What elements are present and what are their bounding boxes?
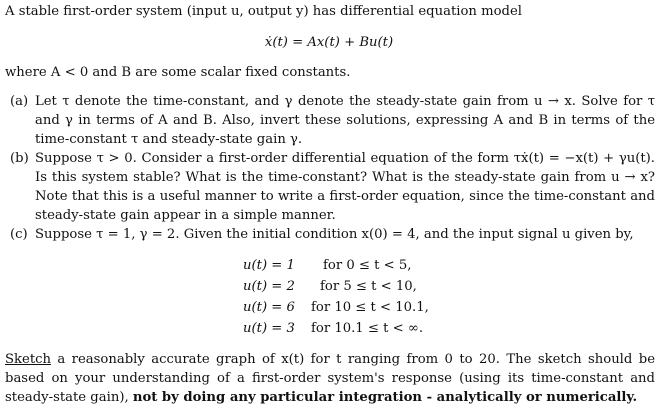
closing-bold-text: not by doing any particular integration - analytically or numerically. — [132, 390, 638, 405]
piecewise-expr: u(t) = 3 — [243, 321, 295, 336]
part-c-label: (c) — [10, 227, 28, 242]
part-a-label: (a) — [10, 94, 29, 109]
model-equation: ẋ(t) = Ax(t) + Bu(t) — [264, 35, 394, 50]
part-a-text: Let τ denote the time-constant, and γ denote the steady-state gain from u → x. Solve for τ and γ in terms of A and B. Also, invert these solutions, expressing A and B in terms of the time-constant τ and steady-state gain γ. — [35, 94, 655, 147]
part-b-label: (b) — [10, 151, 29, 166]
part-b-text: Suppose τ > 0. Consider a first-order differential equation of the form τẋ(t) = −x(t) + γu(t). Is this system stable? What is the time-constant? What is the steady-state gain from u → x? Note that this is a useful manner to write a first-order equation, since the time-constant and steady-state gain appear in a simple manner. — [35, 151, 655, 223]
constants-line: where A < 0 and B are some scalar fixed constants. — [5, 65, 351, 80]
piecewise-cond: for 0 ≤ t < 5, — [323, 258, 412, 273]
piecewise-cond: for 10.1 ≤ t < ∞. — [311, 321, 424, 336]
piecewise-expr: u(t) = 2 — [243, 279, 295, 294]
sketch-word: Sketch — [5, 352, 52, 367]
intro-line: A stable first-order system (input u, output y) has differential equation model — [5, 4, 522, 19]
piecewise-expr: u(t) = 1 — [243, 258, 295, 273]
piecewise-cond: for 10 ≤ t < 10.1, — [311, 300, 429, 315]
piecewise-cond: for 5 ≤ t < 10, — [320, 279, 417, 294]
part-c — [5, 225, 655, 244]
part-a — [5, 92, 655, 149]
closing-text: a reasonably accurate graph of x(t) for t ranging from 0 to 20. The sketch should be based on your understanding of a first-order system's response (using its time-constant and steady-state gain), — [5, 352, 655, 405]
part-b — [5, 149, 655, 225]
closing-paragraph — [5, 350, 655, 407]
part-c-text: Suppose τ = 1, γ = 2. Given the initial condition x(0) = 4, and the input signal u given by, — [35, 227, 634, 242]
piecewise-expr: u(t) = 6 — [243, 300, 295, 315]
